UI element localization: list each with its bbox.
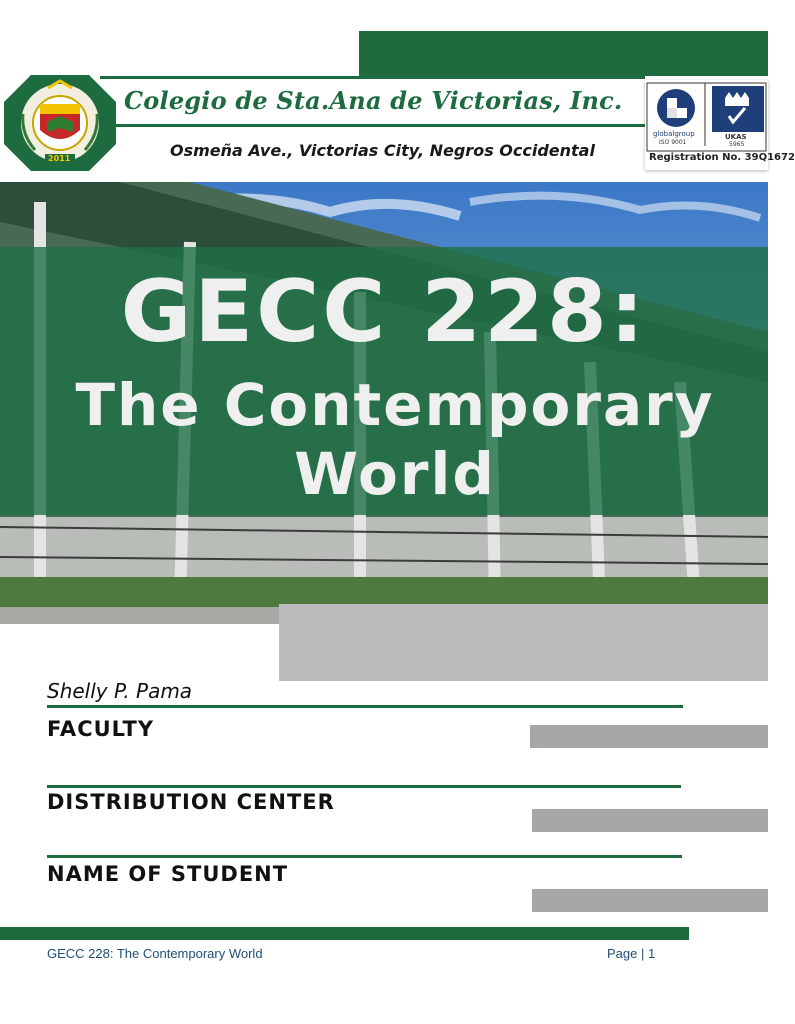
seal-year: 2011	[48, 154, 71, 163]
course-title-line-2: World	[294, 440, 496, 508]
header-mid-rule	[100, 124, 645, 127]
distribution-center-rule	[47, 855, 682, 858]
faculty-field[interactable]	[530, 725, 768, 748]
footer-page-number: Page | 1	[607, 946, 656, 961]
footer-bar	[0, 927, 689, 940]
course-title-line-1: The Contemporary	[75, 371, 715, 439]
header-top-rule	[100, 76, 645, 79]
school-name: Colegio de Sta.Ana de Victorias, Inc.	[124, 86, 623, 115]
student-name-label: NAME OF STUDENT	[47, 862, 289, 886]
distribution-center-field[interactable]	[532, 809, 768, 832]
cert-ukas: UKAS	[725, 133, 747, 141]
faculty-label: FACULTY	[47, 717, 155, 741]
school-seal-logo	[3, 74, 117, 172]
cert-brand: globalgroup	[653, 130, 695, 138]
header-accent-bar	[359, 31, 768, 76]
footer-course: GECC 228: The Contemporary World	[47, 946, 263, 961]
cert-registration: Registration No. 39Q1672	[649, 152, 795, 163]
student-name-field[interactable]	[532, 889, 768, 912]
author-name: Shelly P. Pama	[47, 679, 193, 703]
cert-iso: ISO 9001	[659, 139, 687, 146]
course-code-title: GECC 228:	[120, 262, 648, 362]
faculty-rule	[47, 785, 681, 788]
iso-certification-badge	[645, 80, 795, 170]
cert-ukas-number: 5965	[729, 141, 745, 148]
author-rule	[47, 705, 683, 708]
school-address: Osmeña Ave., Victorias City, Negros Occidental	[170, 141, 595, 160]
distribution-center-label: DISTRIBUTION CENTER	[47, 790, 335, 814]
gray-decor-block	[279, 604, 768, 681]
